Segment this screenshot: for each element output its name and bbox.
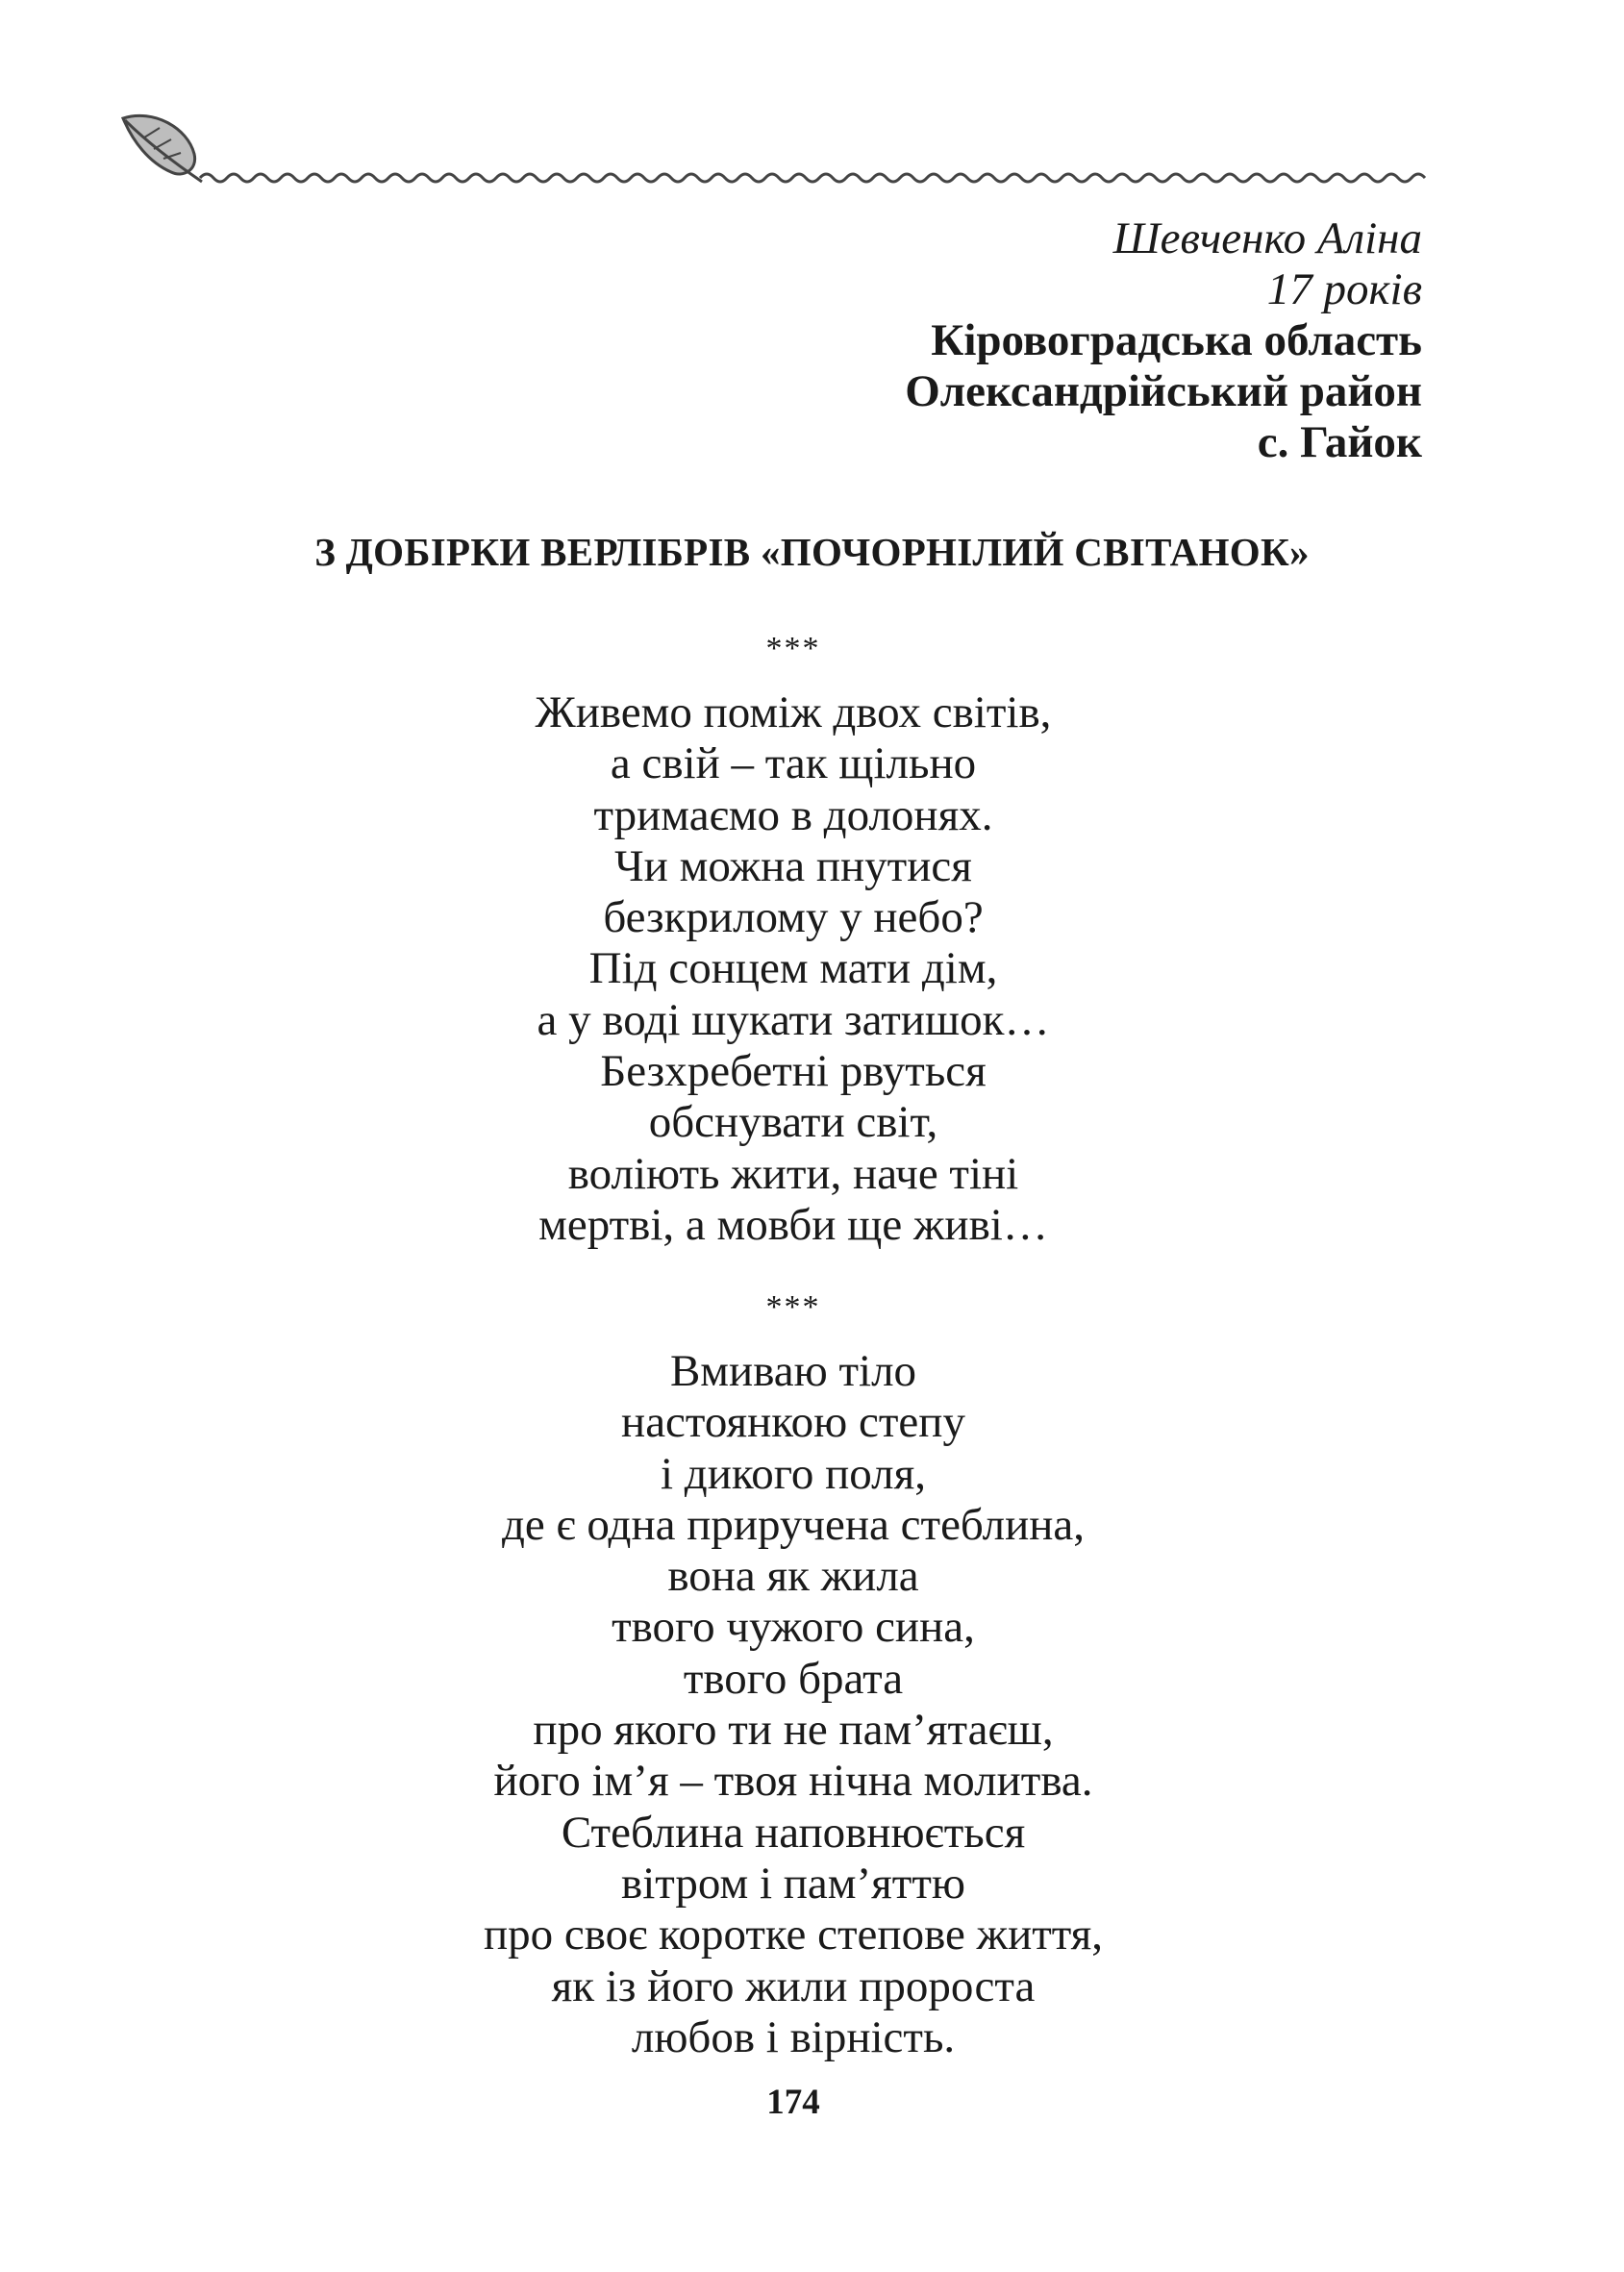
poem-line: твого чужого сина,: [612, 1602, 975, 1653]
author-age: 17 років: [1266, 264, 1422, 314]
wavy-divider: [200, 174, 1425, 182]
poem-line: твого брата: [683, 1653, 904, 1704]
author-district: Олександрійський район: [905, 366, 1422, 416]
poem-line: як із його жили пророста: [551, 1960, 1036, 2011]
poem-line: Під сонцем мати дім,: [588, 943, 998, 994]
poem-line: любов і вірність.: [631, 2011, 956, 2062]
poem-line: вона як жила: [667, 1551, 919, 1602]
poem-separator: ***: [765, 1289, 821, 1325]
poem-separator: ***: [765, 631, 821, 666]
poem-line: Вмиваю тіло: [669, 1346, 917, 1396]
poem-line: де є одна приручена стеблина,: [501, 1499, 1086, 1550]
feather-wave-ornament: [115, 111, 1433, 197]
poem-line: настоянкою степу: [621, 1397, 965, 1448]
author-village: с. Гайок: [1257, 417, 1422, 467]
author-name: Шевченко Аліна: [1112, 213, 1422, 263]
poem-line: Безхребетні рвуться: [600, 1046, 987, 1097]
poem-line: про якого ти не пам’ятаєш,: [533, 1705, 1054, 1756]
page-number: 174: [766, 2083, 820, 2122]
poem-line: Стеблина наповнюється: [561, 1807, 1026, 1858]
poem-line: про своє коротке степове життя,: [483, 1910, 1104, 1960]
poem-line: Чи можна пнутися: [614, 840, 972, 891]
poem-line: обснувати світ,: [648, 1097, 938, 1148]
poem-line: воліють жити, наче тіні: [567, 1148, 1019, 1199]
poem-1: [0, 630, 1587, 1251]
poem-line: Живемо поміж двох світів,: [535, 687, 1052, 737]
poem-line: мертві, а мовби ще живі…: [538, 1199, 1048, 1250]
poem-line: а у воді шукати затишок…: [537, 994, 1050, 1045]
poem-line: вітром і пам’яттю: [621, 1858, 965, 1909]
author-block: [905, 213, 1422, 468]
feather-icon: [123, 115, 202, 182]
poem-line: а свій – так щільно: [610, 738, 977, 789]
poem-line: і дикого поля,: [660, 1448, 927, 1499]
poem-line: тримаємо в долонях.: [593, 789, 993, 840]
poem-line: його ім’я – твоя нічна молитва.: [493, 1756, 1093, 1807]
poem-line: безкрилому у небо?: [603, 892, 984, 943]
author-region: Кіровоградська область: [931, 315, 1422, 365]
collection-title: З ДОБІРКИ ВЕРЛІБРІВ «ПОЧОРНІЛИЙ СВІТАНОК»: [314, 530, 1310, 574]
poem-2: [0, 1288, 1587, 2063]
